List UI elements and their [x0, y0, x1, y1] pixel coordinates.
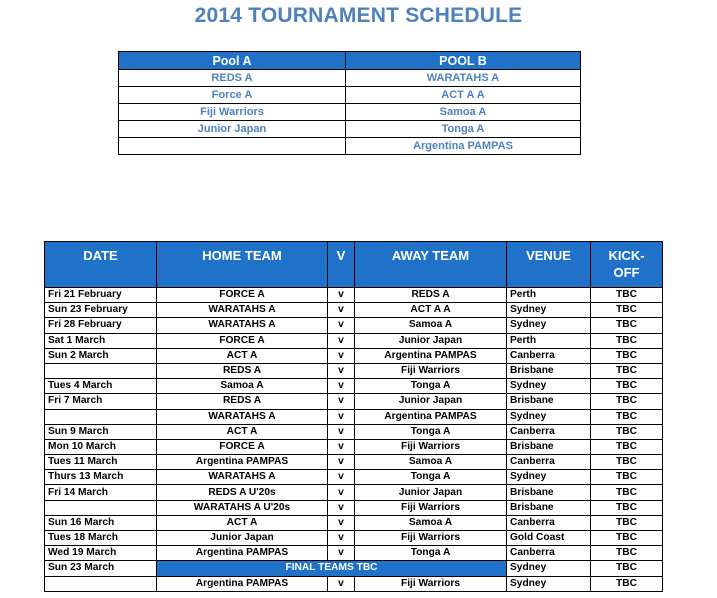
schedule-row [45, 576, 663, 591]
kickoff-cell: TBC [591, 409, 663, 424]
away-team-cell: Tonga A [355, 379, 507, 394]
home-team-cell: ACT A [157, 424, 328, 439]
venue-cell: Canberra [507, 424, 591, 439]
versus-cell: v [328, 515, 355, 530]
kickoff-cell: TBC [591, 439, 663, 454]
home-team-cell: ACT A [157, 348, 328, 363]
versus-cell: v [328, 363, 355, 378]
kickoff-cell: TBC [591, 515, 663, 530]
date-cell: Fri 7 March [45, 394, 157, 409]
date-cell: Tues 4 March [45, 379, 157, 394]
away-team-header: AWAY TEAM [355, 242, 507, 288]
away-team-cell: Fiji Warriors [355, 363, 507, 378]
schedule-row [45, 439, 663, 454]
versus-cell: v [328, 288, 355, 303]
home-team-cell: REDS A [157, 363, 328, 378]
date-cell: Thurs 13 March [45, 470, 157, 485]
venue-cell: Perth [507, 333, 591, 348]
venue-cell: Brisbane [507, 485, 591, 500]
venue-cell: Sydney [507, 379, 591, 394]
home-team-cell: REDS A [157, 394, 328, 409]
pool-b-team: ACT A A [346, 87, 581, 104]
venue-cell: Sydney [507, 409, 591, 424]
date-cell: Fri 21 February [45, 288, 157, 303]
date-header: DATE [45, 242, 157, 288]
versus-cell: v [328, 318, 355, 333]
schedule-row [45, 424, 663, 439]
pool-b-team: Argentina PAMPAS [346, 138, 581, 155]
schedule-row [45, 546, 663, 561]
pool-b-team: Samoa A [346, 104, 581, 121]
kickoff-header: KICK-OFF [591, 242, 663, 288]
pool-row [119, 121, 581, 138]
schedule-row [45, 318, 663, 333]
away-team-cell: Argentina PAMPAS [355, 348, 507, 363]
home-team-cell: WARATAHS A [157, 303, 328, 318]
kickoff-cell: TBC [591, 470, 663, 485]
home-team-cell: Samoa A [157, 379, 328, 394]
date-cell: Tues 18 March [45, 531, 157, 546]
date-cell [45, 409, 157, 424]
venue-cell: Canberra [507, 348, 591, 363]
venue-header: VENUE [507, 242, 591, 288]
venue-cell: Canberra [507, 515, 591, 530]
schedule-row [45, 485, 663, 500]
pools-table [118, 51, 581, 155]
home-team-cell: WARATAHS A U'20s [157, 500, 328, 515]
kickoff-cell: TBC [591, 546, 663, 561]
versus-cell: v [328, 409, 355, 424]
away-team-cell: Fiji Warriors [355, 500, 507, 515]
versus-cell: v [328, 485, 355, 500]
date-cell [45, 363, 157, 378]
pool-row [119, 104, 581, 121]
home-team-cell: WARATAHS A [157, 409, 328, 424]
venue-cell: Brisbane [507, 439, 591, 454]
kickoff-cell: TBC [591, 288, 663, 303]
schedule-row [45, 455, 663, 470]
pool-a-header: Pool A [119, 52, 346, 70]
home-team-header: HOME TEAM [157, 242, 328, 288]
date-cell [45, 576, 157, 591]
versus-cell: v [328, 394, 355, 409]
versus-cell: v [328, 576, 355, 591]
v-header: V [328, 242, 355, 288]
venue-cell: Perth [507, 288, 591, 303]
away-team-cell: Samoa A [355, 318, 507, 333]
pool-b-team: Tonga A [346, 121, 581, 138]
home-team-cell: WARATAHS A [157, 318, 328, 333]
pool-a-team [119, 138, 346, 155]
home-team-cell: Argentina PAMPAS [157, 576, 328, 591]
pool-b-team: WARATAHS A [346, 70, 581, 87]
away-team-cell: Fiji Warriors [355, 439, 507, 454]
date-cell [45, 500, 157, 515]
home-team-cell: WARATAHS A [157, 470, 328, 485]
venue-cell: Sydney [507, 576, 591, 591]
date-cell: Sun 23 February [45, 303, 157, 318]
date-cell: Fri 28 February [45, 318, 157, 333]
versus-cell: v [328, 546, 355, 561]
pool-a-team: Junior Japan [119, 121, 346, 138]
kickoff-cell: TBC [591, 424, 663, 439]
schedule-row [45, 363, 663, 378]
venue-cell: Sydney [507, 470, 591, 485]
versus-cell: v [328, 379, 355, 394]
schedule-row [45, 561, 663, 576]
versus-cell: v [328, 348, 355, 363]
kickoff-cell: TBC [591, 500, 663, 515]
date-cell: Wed 19 March [45, 546, 157, 561]
kickoff-cell: TBC [591, 318, 663, 333]
away-team-cell: Junior Japan [355, 394, 507, 409]
venue-cell: Canberra [507, 546, 591, 561]
versus-cell: v [328, 531, 355, 546]
schedule-row [45, 333, 663, 348]
schedule-row [45, 303, 663, 318]
home-team-cell: FORCE A [157, 333, 328, 348]
schedule-row [45, 409, 663, 424]
away-team-cell: Argentina PAMPAS [355, 409, 507, 424]
venue-cell: Sydney [507, 303, 591, 318]
date-cell: Sat 1 March [45, 333, 157, 348]
schedule-table [44, 241, 663, 592]
pool-b-header: POOL B [346, 52, 581, 70]
date-cell: Mon 10 March [45, 439, 157, 454]
versus-cell: v [328, 303, 355, 318]
schedule-row [45, 500, 663, 515]
kickoff-cell: TBC [591, 394, 663, 409]
pool-a-team: Fiji Warriors [119, 104, 346, 121]
away-team-cell: Fiji Warriors [355, 531, 507, 546]
schedule-row [45, 515, 663, 530]
venue-cell: Brisbane [507, 500, 591, 515]
home-team-cell: Argentina PAMPAS [157, 455, 328, 470]
kickoff-cell: TBC [591, 455, 663, 470]
date-cell: Sun 16 March [45, 515, 157, 530]
versus-cell: v [328, 455, 355, 470]
kickoff-cell: TBC [591, 333, 663, 348]
venue-cell: Canberra [507, 455, 591, 470]
home-team-cell: Argentina PAMPAS [157, 546, 328, 561]
kickoff-cell: TBC [591, 576, 663, 591]
kickoff-cell: TBC [591, 485, 663, 500]
versus-cell: v [328, 424, 355, 439]
schedule-row [45, 394, 663, 409]
away-team-cell: REDS A [355, 288, 507, 303]
home-team-cell: REDS A U'20s [157, 485, 328, 500]
away-team-cell: Samoa A [355, 515, 507, 530]
home-team-cell: FORCE A [157, 439, 328, 454]
date-cell: Tues 11 March [45, 455, 157, 470]
venue-cell: Brisbane [507, 394, 591, 409]
home-team-cell: FORCE A [157, 288, 328, 303]
schedule-row [45, 531, 663, 546]
pool-a-team: REDS A [119, 70, 346, 87]
versus-cell: v [328, 470, 355, 485]
kickoff-cell: TBC [591, 303, 663, 318]
versus-cell: v [328, 333, 355, 348]
kickoff-cell: TBC [591, 531, 663, 546]
page-title: 2014 TOURNAMENT SCHEDULE [194, 4, 523, 27]
date-cell: Fri 14 March [45, 485, 157, 500]
date-cell: Sun 23 March [45, 561, 157, 576]
away-team-cell: ACT A A [355, 303, 507, 318]
venue-cell: Gold Coast [507, 531, 591, 546]
away-team-cell: Fiji Warriors [355, 576, 507, 591]
home-team-cell: ACT A [157, 515, 328, 530]
pool-row [119, 70, 581, 87]
kickoff-cell: TBC [591, 363, 663, 378]
pool-a-team: Force A [119, 87, 346, 104]
schedule-row [45, 348, 663, 363]
date-cell: Sun 2 March [45, 348, 157, 363]
away-team-cell: Tonga A [355, 424, 507, 439]
schedule-row [45, 288, 663, 303]
venue-cell: Brisbane [507, 363, 591, 378]
versus-cell: v [328, 500, 355, 515]
pool-row [119, 87, 581, 104]
kickoff-cell: TBC [591, 348, 663, 363]
away-team-cell: Tonga A [355, 546, 507, 561]
venue-cell: Sydney [507, 561, 591, 576]
home-team-cell: Junior Japan [157, 531, 328, 546]
kickoff-cell: TBC [591, 379, 663, 394]
schedule-row [45, 379, 663, 394]
away-team-cell: Tonga A [355, 470, 507, 485]
away-team-cell: Junior Japan [355, 485, 507, 500]
kickoff-cell: TBC [591, 561, 663, 576]
final-teams-banner: FINAL TEAMS TBC [157, 561, 507, 576]
away-team-cell: Junior Japan [355, 333, 507, 348]
venue-cell: Sydney [507, 318, 591, 333]
pool-row [119, 138, 581, 155]
schedule-row [45, 470, 663, 485]
versus-cell: v [328, 439, 355, 454]
date-cell: Sun 9 March [45, 424, 157, 439]
away-team-cell: Samoa A [355, 455, 507, 470]
